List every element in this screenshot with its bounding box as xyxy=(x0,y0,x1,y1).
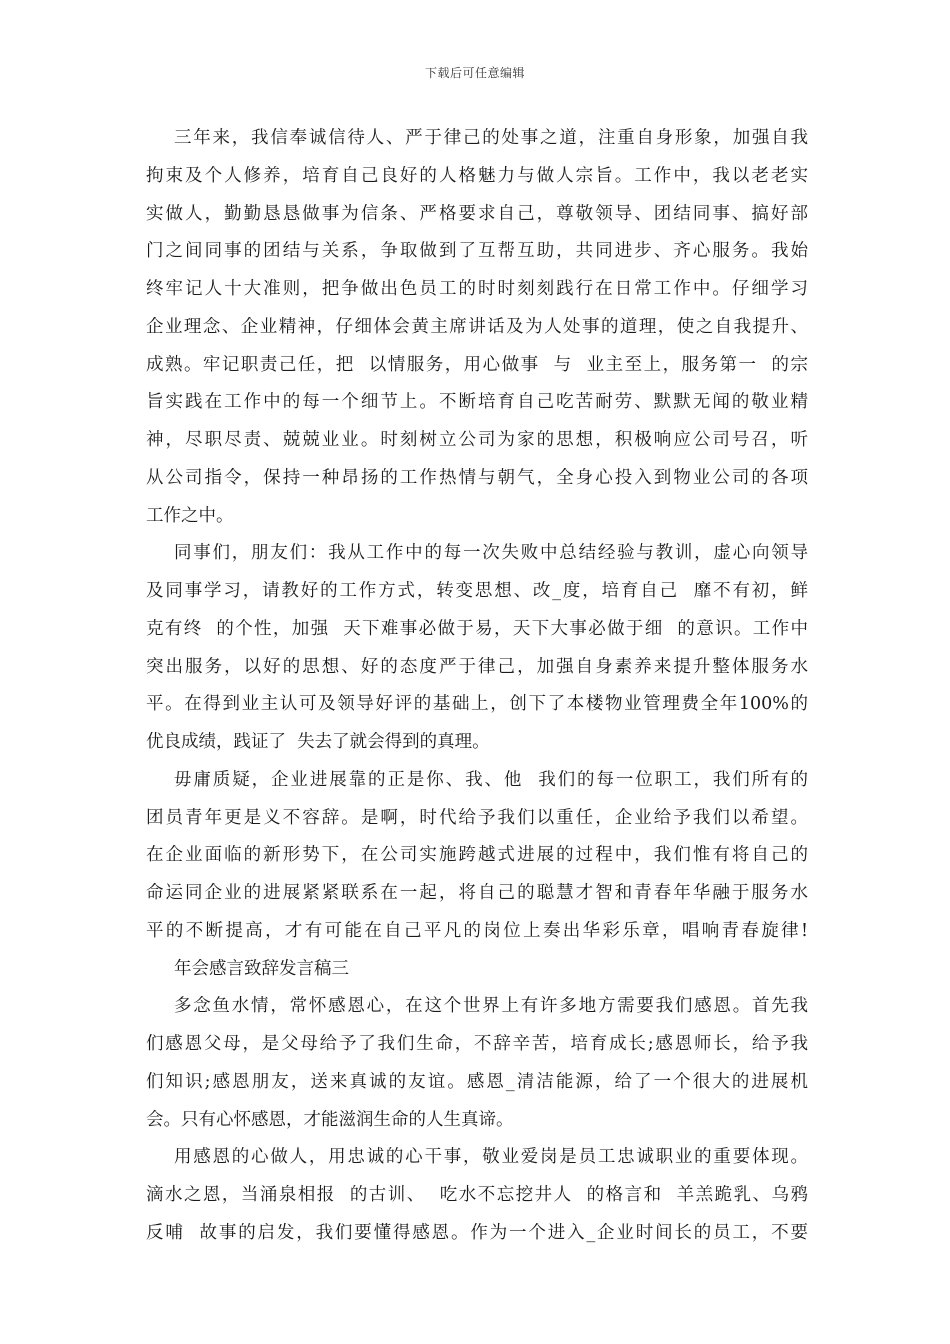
text-line: 年会感言致辞发言稿三 xyxy=(174,958,349,979)
text-line: 毋庸质疑，企业进展靠的正是你、我、他 我们的每一位职工，我们所有的 xyxy=(174,769,808,790)
text-line: 在企业面临的新形势下，在公司实施跨越式进展的过程中，我们惟有将自己的 xyxy=(146,845,808,866)
page-header: 下载后可任意编辑 xyxy=(424,66,525,80)
text-line: 多念鱼水情，常怀感恩心，在这个世界上有许多地方需要我们感恩。首先我 xyxy=(174,996,808,1017)
text-line: 实做人，勤勤恳恳做事为信条、严格要求自己，尊敬领导、团结同事、搞好部 xyxy=(146,203,808,224)
text-line: 平。在得到业主认可及领导好评的基础上，创下了本楼物业管理费全年100%的 xyxy=(146,694,808,715)
text-line: 三年来，我信奉诚信待人、严于律己的处事之道，注重自身形象，加强自我 xyxy=(174,128,808,148)
text-line: 神，尽职尽责、兢兢业业。时刻树立公司为家的思想，积极响应公司号召，听 xyxy=(146,430,808,450)
text-line: 突出服务，以好的思想、好的态度严于律己，加强自身素养来提升整体服务水 xyxy=(146,656,808,677)
text-line: 命运同企业的进展紧紧联系在一起，将自己的聪慧才智和青春年华融于服务水 xyxy=(146,883,808,903)
text-line: 滴水之恩，当涌泉相报 的古训、 吃水不忘挖井人 的格言和 羊羔跪乳、乌鸦 xyxy=(146,1185,808,1205)
text-line: 从公司指令，保持一种昂扬的工作热情与朝气，全身心投入到物业公司的各项 xyxy=(146,467,808,488)
text-line: 反哺 故事的启发，我们要懂得感恩。作为一个进入_企业时间长的员工，不要 xyxy=(146,1222,808,1243)
text-line: 终牢记人十大准则，把争做出色员工的时时刻刻践行在日常工作中。仔细学习 xyxy=(146,279,808,299)
text-line: 平的不断提高，才有可能在自己平凡的岗位上奏出华彩乐章，唱响青春旋律! xyxy=(146,920,808,941)
text-line: 团员青年更是义不容辞。是啊，时代给予我们以重任，企业给予我们以希望。 xyxy=(146,807,808,828)
document-body xyxy=(146,120,808,1253)
text-line: 会。只有心怀感恩，才能滋润生命的人生真谛。 xyxy=(146,1109,514,1130)
text-line: 克有终 的个性，加强 天下难事必做于易，天下大事必做于细 的意识。工作中 xyxy=(146,618,808,639)
text-line: 旨实践在工作中的每一个细节上。不断培育自己吃苦耐劳、默默无闻的敬业精 xyxy=(146,392,808,413)
text-line: 成熟。牢记职责己任，把 以情服务，用心做事 与 业主至上，服务第一 的宗 xyxy=(146,354,808,375)
text-line: 们知识;感恩朋友，送来真诚的友谊。感恩_清洁能源，给了一个很大的进展机 xyxy=(146,1071,808,1092)
text-line: 拘束及个人修养，培育自己良好的人格魅力与做人宗旨。工作中，我以老老实 xyxy=(146,165,808,186)
text-line: 用感恩的心做人，用忠诚的心干事，敬业爱岗是员工忠诚职业的重要体现。 xyxy=(174,1147,808,1168)
text-line: 们感恩父母，是父母给予了我们生命，不辞辛苦，培育成长;感恩师长，给予我 xyxy=(146,1034,808,1054)
text-line: 工作之中。 xyxy=(146,505,234,526)
text-line: 及同事学习，请教好的工作方式，转变思想、改_度，培育自己 靡不有初，鲜 xyxy=(146,581,808,601)
text-line: 企业理念、企业精神，仔细体会黄主席讲话及为人处事的道理，使之自我提升、 xyxy=(146,316,808,337)
text-line: 同事们，朋友们：我从工作中的每一次失败中总结经验与教训，虚心向领导 xyxy=(174,543,808,564)
text-line: 优良成绩，践证了 失去了就会得到的真理。 xyxy=(146,732,490,752)
text-line: 门之间同事的团结与关系，争取做到了互帮互助，共同进步、齐心服务。我始 xyxy=(146,241,808,262)
